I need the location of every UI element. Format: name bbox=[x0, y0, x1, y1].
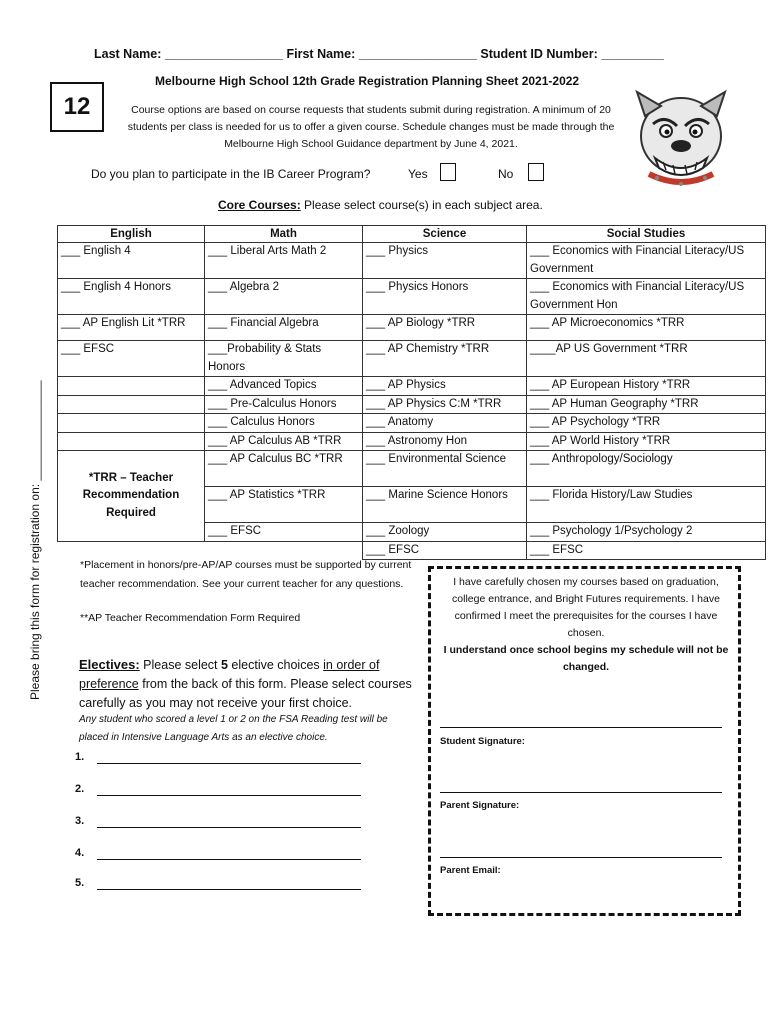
course-option[interactable]: ___ AP European History *TRR bbox=[527, 377, 766, 396]
parent-email-label: Parent Email: bbox=[440, 865, 501, 876]
elective-choice-2[interactable]: 2. bbox=[75, 783, 84, 795]
registration-date-note[interactable]: Please bring this form for registration on: _______________ bbox=[28, 380, 42, 700]
course-option[interactable]: ___ Pre-Calculus Honors bbox=[205, 395, 363, 414]
course-option[interactable]: ___ English 4 Honors bbox=[58, 279, 205, 315]
course-option[interactable]: ___ Physics Honors bbox=[363, 279, 527, 315]
course-option[interactable]: ___ EFSC bbox=[527, 541, 766, 560]
course-option[interactable]: ___ AP World History *TRR bbox=[527, 432, 766, 451]
course-option[interactable]: ___ EFSC bbox=[205, 523, 363, 542]
column-header-science: Science bbox=[363, 226, 527, 243]
course-option[interactable]: ___ Florida History/Law Studies bbox=[527, 487, 766, 523]
course-option[interactable]: ___ EFSC bbox=[363, 541, 527, 560]
course-option[interactable]: ___ AP Biology *TRR bbox=[363, 315, 527, 341]
elective-choice-1[interactable]: 1. bbox=[75, 751, 84, 763]
parent-signature-label: Parent Signature: bbox=[440, 800, 520, 811]
course-option[interactable]: ___ Marine Science Honors bbox=[363, 487, 527, 523]
course-option[interactable]: ____AP US Government *TRR bbox=[527, 341, 766, 377]
course-option[interactable]: ___ AP Statistics *TRR bbox=[205, 487, 363, 523]
trr-note: *TRR – Teacher Recommendation Required bbox=[58, 451, 205, 542]
electives-instructions: Electives: Please select 5 elective choices in order of preference from the back of this form. Please select courses carefully as you may not receive your first choice. bbox=[79, 657, 412, 710]
ib-no-label: No bbox=[498, 167, 514, 181]
course-option[interactable]: ___ AP Microeconomics *TRR bbox=[527, 315, 766, 341]
empty-cell bbox=[58, 432, 205, 451]
student-signature-line[interactable] bbox=[440, 727, 722, 728]
ib-question: Do you plan to participate in the IB Career Program? bbox=[91, 167, 371, 181]
fsa-reading-note: Any student who scored a level 1 or 2 on the FSA Reading test will be placed in Intensive Language Arts as an elective choice. bbox=[79, 714, 388, 743]
course-option[interactable]: ___Probability & Stats Honors bbox=[205, 341, 363, 377]
ap-recommendation-note: **AP Teacher Recommendation Form Required bbox=[80, 612, 301, 624]
course-option[interactable]: ___ AP Psychology *TRR bbox=[527, 414, 766, 433]
table-row bbox=[58, 432, 766, 451]
course-option[interactable]: ___ AP Physics C:M *TRR bbox=[363, 395, 527, 414]
intro-paragraph: Course options are based on course requests that students submit during registration. A minimum of 20 students per class is needed for us to offer a given course. Schedule changes must be made through the Melbourne High School Guidance department by June 4, 2021. bbox=[127, 104, 615, 150]
course-option[interactable]: ___ Astronomy Hon bbox=[363, 432, 527, 451]
course-option[interactable]: ___ Environmental Science bbox=[363, 451, 527, 487]
empty-cell bbox=[58, 377, 205, 396]
parent-signature-line[interactable] bbox=[440, 792, 722, 793]
course-option[interactable]: ___ Psychology 1/Psychology 2 bbox=[527, 523, 766, 542]
core-courses-table bbox=[57, 225, 766, 560]
column-header-social-studies: Social Studies bbox=[527, 226, 766, 243]
table-row bbox=[58, 315, 766, 341]
ib-no-checkbox[interactable] bbox=[528, 163, 544, 181]
schedule-warning: I understand once school begins my schedule will not be changed. bbox=[443, 644, 729, 673]
course-option[interactable]: ___ EFSC bbox=[58, 341, 205, 377]
course-option[interactable]: ___ English 4 bbox=[58, 243, 205, 279]
table-row bbox=[58, 414, 766, 433]
table-row bbox=[58, 451, 766, 487]
bulldog-mascot-icon bbox=[633, 86, 728, 193]
course-option[interactable]: ___ AP Physics bbox=[363, 377, 527, 396]
course-option[interactable]: ___ Liberal Arts Math 2 bbox=[205, 243, 363, 279]
course-option[interactable]: ___ AP Human Geography *TRR bbox=[527, 395, 766, 414]
ib-yes-checkbox[interactable] bbox=[440, 163, 456, 181]
course-option[interactable]: ___ Physics bbox=[363, 243, 527, 279]
course-option[interactable]: ___ AP English Lit *TRR bbox=[58, 315, 205, 341]
course-option[interactable]: ___ Economics with Financial Literacy/US Government bbox=[527, 243, 766, 279]
placement-note: *Placement in honors/pre-AP/AP courses must be supported by current teacher recommendation. See your current teacher for any questions. bbox=[80, 559, 412, 590]
identity-line[interactable]: Last Name: _________________ First Name: _________________ Student ID Number: _________ bbox=[94, 47, 664, 61]
table-row bbox=[58, 279, 766, 315]
page-title: Melbourne High School 12th Grade Registration Planning Sheet 2021-2022 bbox=[155, 74, 580, 88]
table-row bbox=[58, 395, 766, 414]
empty-cell bbox=[58, 414, 205, 433]
column-header-english: English bbox=[58, 226, 205, 243]
acknowledgement-text: I have carefully chosen my courses based on graduation, college entrance, and Bright Futures requirements. I have confirmed I meet the prerequisites for the courses I have chosen. bbox=[452, 576, 720, 639]
course-option[interactable]: ___ AP Calculus AB *TRR bbox=[205, 432, 363, 451]
ib-yes-label: Yes bbox=[408, 167, 428, 181]
empty-cell bbox=[58, 395, 205, 414]
elective-choice-5[interactable]: 5. bbox=[75, 877, 84, 889]
elective-choice-3[interactable]: 3. bbox=[75, 815, 84, 827]
course-option[interactable]: ___ Algebra 2 bbox=[205, 279, 363, 315]
elective-choice-4[interactable]: 4. bbox=[75, 847, 84, 859]
student-signature-label: Student Signature: bbox=[440, 736, 525, 747]
course-option[interactable]: ___ Calculus Honors bbox=[205, 414, 363, 433]
grade-badge: 12 bbox=[50, 82, 104, 132]
course-option[interactable]: ___ Financial Algebra bbox=[205, 315, 363, 341]
table-row bbox=[58, 377, 766, 396]
course-option[interactable]: ___ AP Calculus BC *TRR bbox=[205, 451, 363, 487]
course-option[interactable]: ___ AP Chemistry *TRR bbox=[363, 341, 527, 377]
parent-email-line[interactable] bbox=[440, 857, 722, 858]
course-option[interactable]: ___ Zoology bbox=[363, 523, 527, 542]
column-header-math: Math bbox=[205, 226, 363, 243]
course-option[interactable]: ___ Economics with Financial Literacy/US Government Hon bbox=[527, 279, 766, 315]
course-option[interactable]: ___ Anthropology/Sociology bbox=[527, 451, 766, 487]
table-row bbox=[58, 341, 766, 377]
course-option[interactable]: ___ Advanced Topics bbox=[205, 377, 363, 396]
course-option[interactable]: ___ Anatomy bbox=[363, 414, 527, 433]
core-courses-heading: Core Courses: Please select course(s) in each subject area. bbox=[218, 198, 543, 212]
table-row bbox=[58, 243, 766, 279]
